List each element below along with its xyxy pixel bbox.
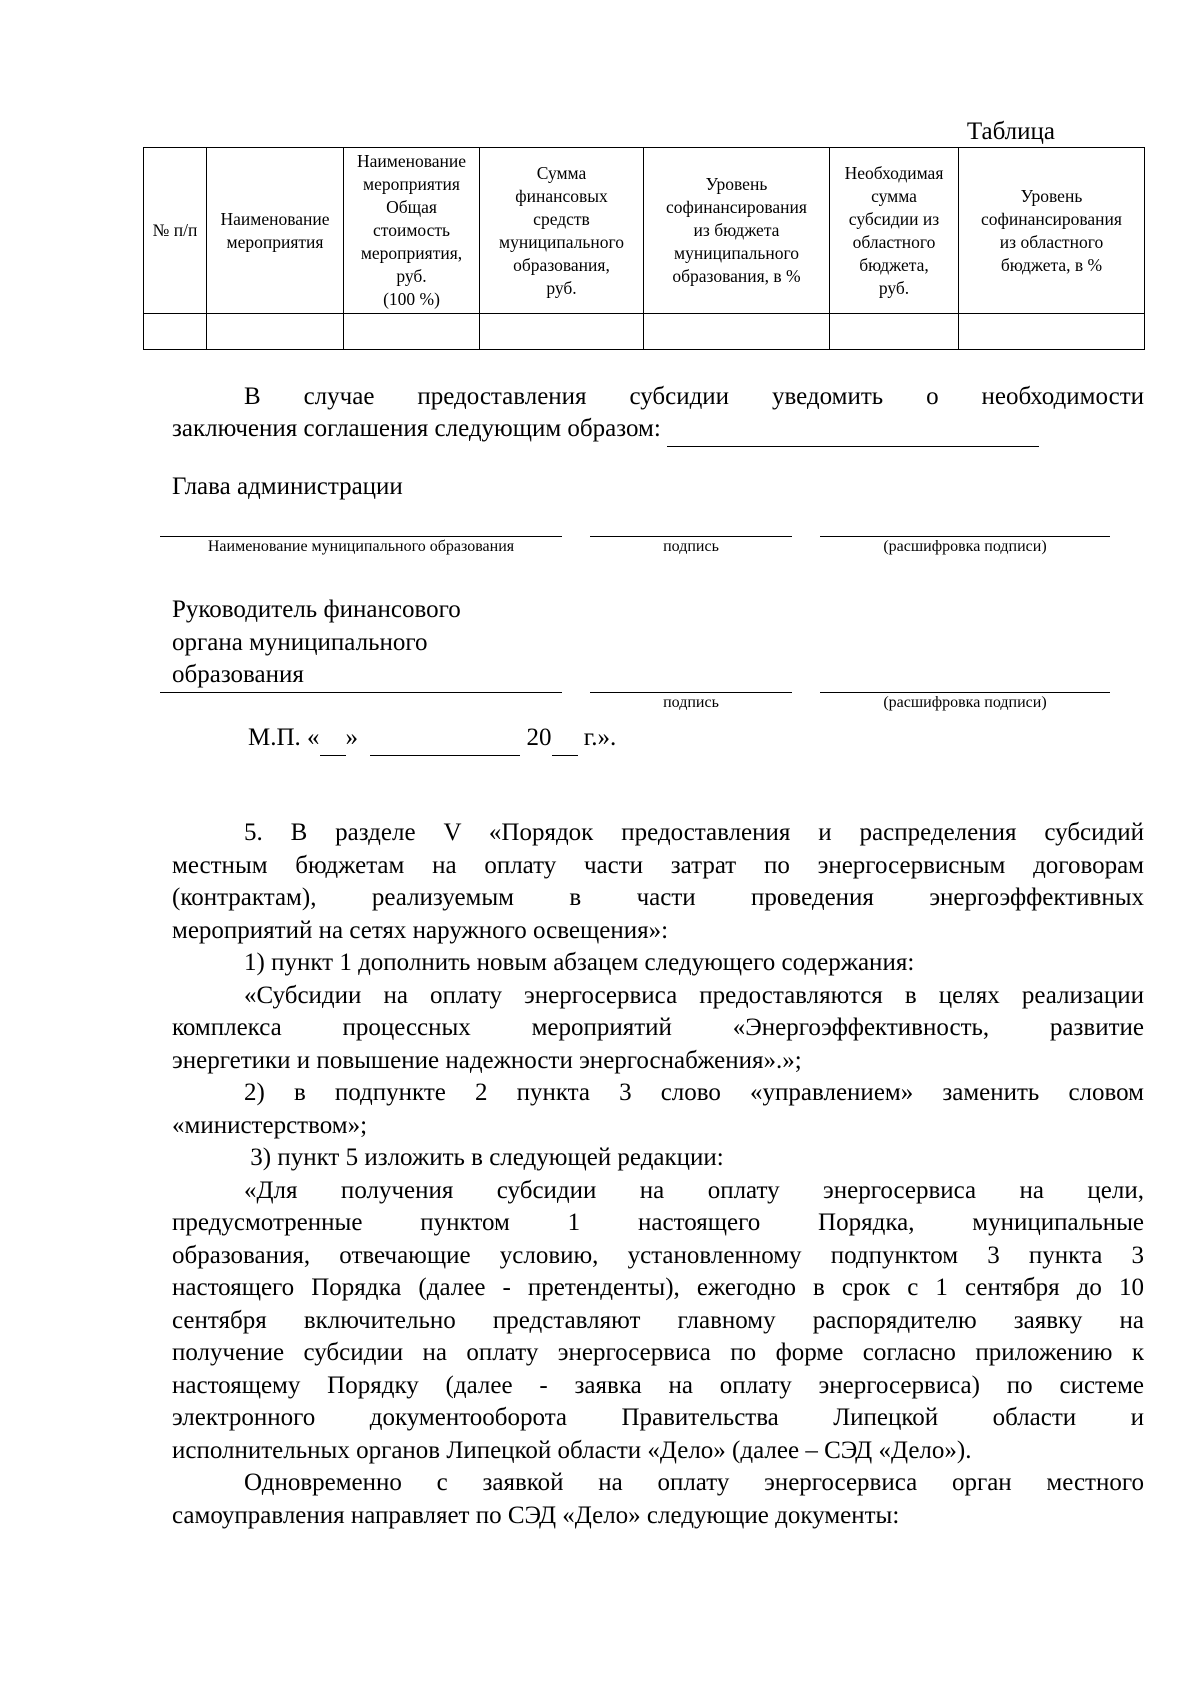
header-text-line: стоимость xyxy=(373,220,450,240)
notice-blank-line xyxy=(667,413,1039,447)
table-cell xyxy=(830,314,959,350)
stamp-year: 20 xyxy=(526,724,552,751)
sig1-line-signature xyxy=(590,536,792,537)
header-text-line: Наименование xyxy=(220,208,330,229)
header-text-line: субсидии из xyxy=(848,208,940,229)
table-cell xyxy=(644,314,830,350)
header-text-line: № п/п xyxy=(152,220,198,240)
p1-line-4: мероприятий на сетях наружного освещения»: xyxy=(172,916,669,944)
sig1-label-municipality: Наименование муниципального образования xyxy=(207,538,515,555)
p3-line-3: энергетики и повышение надежности энергоснабжения».»; xyxy=(172,1046,802,1074)
table-cell xyxy=(959,314,1145,350)
table-header-row xyxy=(144,148,1145,314)
p1 xyxy=(172,817,1144,947)
sig1-line-decoding xyxy=(820,536,1110,537)
sig2-label-signature: подпись xyxy=(663,694,719,711)
p6-line-9: исполнительных органов Липецкой области «Дело» (далее – СЭД «Дело»). xyxy=(172,1436,972,1464)
p3-line-2: комплекса процессных мероприятий «Энергоэффективность, развитие xyxy=(172,1014,1144,1041)
subsidy-table xyxy=(143,147,1145,350)
header-text-line: софинансирования xyxy=(666,197,807,217)
p7-line-1: Одновременно с заявкой на оплату энергосервиса орган местного xyxy=(244,1469,1144,1496)
col-header-regional-level xyxy=(959,148,1145,314)
p6-line-6: получение субсидии на оплату энергосервиса по форме согласно приложению к xyxy=(172,1339,1144,1366)
p3 xyxy=(172,980,1144,1078)
header-text-line: руб. xyxy=(878,277,910,298)
p1-line-3: (контрактам), реализуемым в части проведения энергоэффективных xyxy=(172,884,1144,911)
finance-head-line-2: органа муниципального xyxy=(172,628,428,656)
sig2-line-signature xyxy=(590,692,792,693)
table-row xyxy=(144,314,1145,350)
header-text-line: Уровень xyxy=(705,174,768,194)
table-caption: Таблица xyxy=(966,118,1055,145)
header-text-line: муниципального xyxy=(499,231,624,252)
finance-head-line-3: образования xyxy=(172,661,304,688)
notice-line-2 xyxy=(172,413,1039,447)
header-text-line: (100 %) xyxy=(383,289,440,309)
stamp-date-line xyxy=(248,722,616,756)
col-header-event-name xyxy=(207,148,344,314)
header-text-line: из областного xyxy=(999,231,1104,252)
notice-line-2-text: заключения соглашения следующим образом: xyxy=(172,415,661,442)
stamp-day-blank xyxy=(320,722,346,756)
p5: 3) пункт 5 изложить в следующей редакции: xyxy=(244,1144,724,1171)
p4 xyxy=(172,1077,1144,1142)
body-text xyxy=(172,817,1144,1532)
p6-line-8: электронного документооборота Правительства Липецкой области и xyxy=(172,1404,1144,1431)
p6-line-5: сентября включительно представляют главному распорядителю заявку на xyxy=(172,1306,1144,1334)
p6 xyxy=(172,1175,1144,1468)
col-header-municipal-level xyxy=(644,148,830,314)
header-text-line: Наименование xyxy=(356,151,467,171)
col-header-municipal-sum xyxy=(480,148,644,314)
p6-line-2: предусмотренные пунктом 1 настоящего Порядка, муниципальные xyxy=(172,1209,1144,1236)
header-text-line: мероприятия xyxy=(363,174,460,194)
header-text-line: средств xyxy=(533,208,590,229)
header-text-line: областного xyxy=(852,231,936,252)
header-text-line: софинансирования xyxy=(981,208,1122,229)
table-cell xyxy=(144,314,207,350)
stamp-month-blank xyxy=(370,722,520,756)
stamp-suffix: г.». xyxy=(577,724,617,751)
p4-line-1: 2) в подпункте 2 пункта 3 слово «управлением» заменить словом xyxy=(244,1079,1144,1106)
header-text-line: финансовых xyxy=(515,185,608,206)
sig1-line-municipality xyxy=(160,536,562,537)
table-cell xyxy=(344,314,480,350)
header-text-line: мероприятия xyxy=(226,231,324,252)
sig2-line-position xyxy=(160,692,562,693)
table-cell xyxy=(480,314,644,350)
header-text-line: Сумма xyxy=(536,162,587,183)
p1-line-1: 5. В разделе V «Порядок предоставления и распределения субсидий xyxy=(244,819,1144,846)
header-text-line: муниципального xyxy=(674,243,799,263)
p6-line-1: «Для получения субсидии на оплату энергосервиса на цели, xyxy=(244,1176,1144,1204)
p4-line-2: «министерством»; xyxy=(172,1111,368,1139)
p3-line-1: «Субсидии на оплату энергосервиса предоставляются в целях реализации xyxy=(244,981,1144,1009)
p6-line-7: настоящему Порядку (далее - заявка на оплату энергосервиса) по системе xyxy=(172,1371,1144,1399)
head-of-admin-label: Глава администрации xyxy=(172,473,403,500)
header-text-line: Уровень xyxy=(1020,185,1083,206)
stamp-year-blank xyxy=(552,722,578,756)
p6-line-3: образования, отвечающие условию, установленному подпунктом 3 пункта 3 xyxy=(172,1241,1144,1269)
col-header-number xyxy=(144,148,207,314)
header-text-line: из бюджета xyxy=(693,220,780,240)
sig2-line-decoding xyxy=(820,692,1110,693)
header-text-line: руб. xyxy=(546,277,577,298)
sig2-label-decoding: (расшифровка подписи) xyxy=(883,694,1047,711)
sig1-label-signature: подпись xyxy=(663,538,719,555)
stamp-mid: » xyxy=(345,724,359,751)
p7-line-2: самоуправления направляет по СЭД «Дело» следующие документы: xyxy=(172,1501,900,1529)
header-text-line: Необходимая xyxy=(844,162,944,183)
header-text-line: руб. xyxy=(396,266,427,286)
header-text-line: образования, xyxy=(513,254,610,275)
notice-line-1: В случае предоставления субсидии уведомить о необходимости xyxy=(244,383,1144,410)
col-header-total-cost xyxy=(344,148,480,314)
header-text-line: сумма xyxy=(871,185,917,206)
stamp-prefix: М.П. « xyxy=(248,724,320,751)
p2: 1) пункт 1 дополнить новым абзацем следующего содержания: xyxy=(244,949,915,976)
table-cell xyxy=(207,314,344,350)
col-header-subsidy-sum xyxy=(830,148,959,314)
p7 xyxy=(172,1467,1144,1532)
sig1-label-decoding: (расшифровка подписи) xyxy=(883,538,1047,555)
p6-line-4: настоящего Порядка (далее - претенденты), ежегодно в срок с 1 сентября до 10 xyxy=(172,1274,1144,1301)
header-text-line: бюджета, xyxy=(859,254,929,275)
header-text-line: бюджета, в % xyxy=(1000,254,1103,275)
p1-line-2: местным бюджетам на оплату части затрат по энергосервисным договорам xyxy=(172,851,1144,879)
header-text-line: мероприятия, xyxy=(360,243,463,263)
finance-head-block xyxy=(172,594,461,692)
header-text-line: Общая xyxy=(386,197,437,217)
finance-head-line-1: Руководитель финансового xyxy=(172,596,461,623)
header-text-line: образования, в % xyxy=(672,266,801,286)
